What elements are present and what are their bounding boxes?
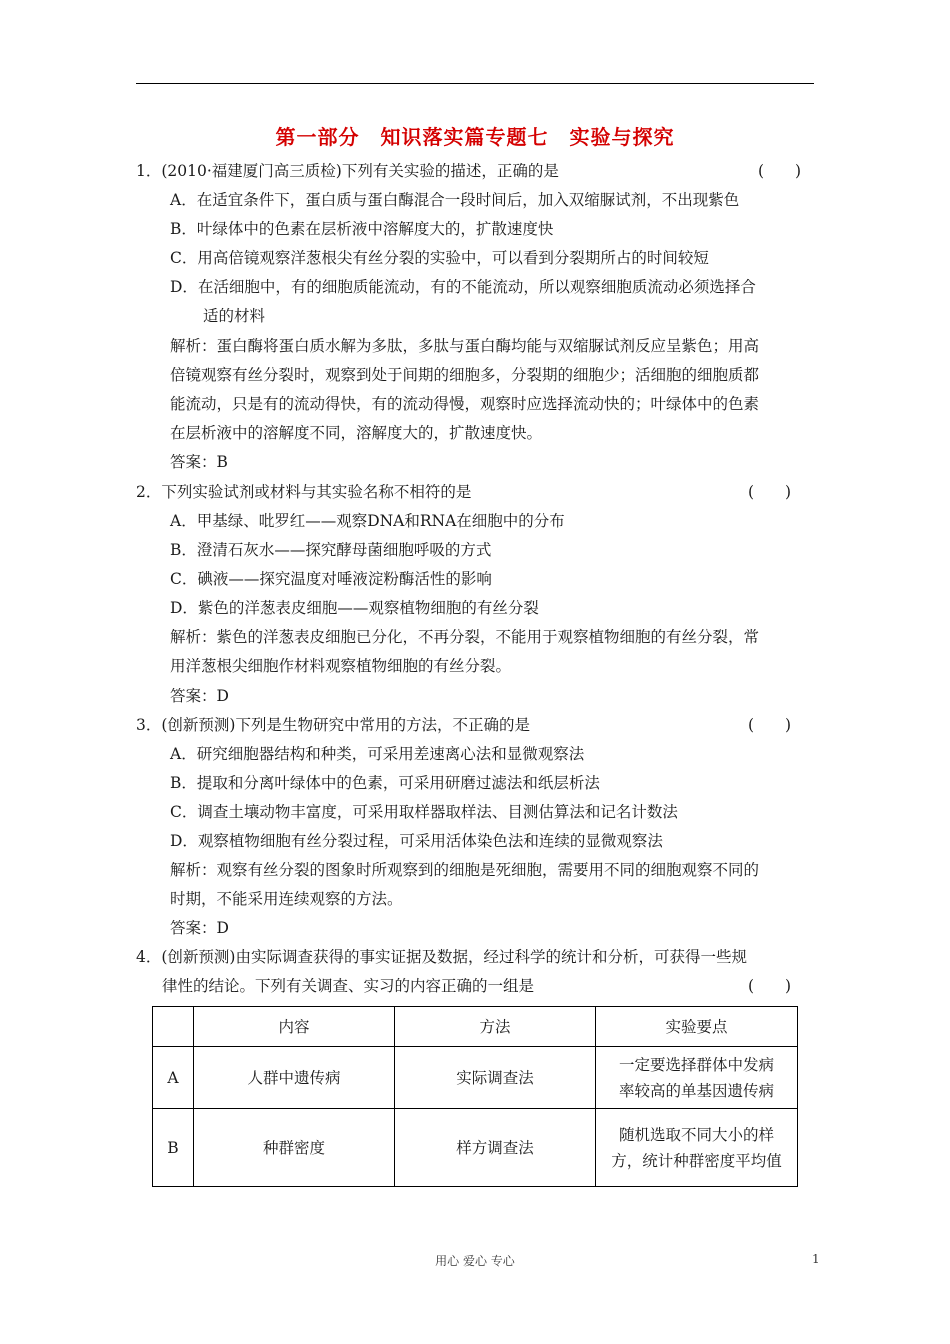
table-header-cell: 内容 xyxy=(194,1007,395,1047)
q2-option-d: D．紫色的洋葱表皮细胞——观察植物细胞的有丝分裂 xyxy=(170,599,539,617)
q1-analysis-line: 解析：蛋白酶将蛋白质水解为多肽，多肽与蛋白酶均能与双缩脲试剂反应呈紫色；用高 xyxy=(170,337,760,355)
row-point-line: 方，统计种群密度平均值 xyxy=(611,1151,782,1170)
question-4-stem: 4．(创新预测)由实际调查获得的事实证据及数据，经过科学的统计和分析，可获得一些规 xyxy=(136,948,747,966)
answer-bracket: ( ) xyxy=(748,977,792,995)
page-footer: 用心 爱心 专心 xyxy=(435,1254,515,1268)
table-header-cell xyxy=(153,1007,194,1047)
q3-option-c: C．调查土壤动物丰富度，可采用取样器取样法、目测估算法和记名计数法 xyxy=(170,803,678,821)
q3-analysis-line: 解析：观察有丝分裂的图象时所观察到的细胞是死细胞，需要用不同的细胞观察不同的 xyxy=(170,861,760,879)
q2-option-c: C．碘液——探究温度对唾液淀粉酶活性的影响 xyxy=(170,570,492,588)
q1-option-b: B．叶绿体中的色素在层析液中溶解度大的，扩散速度快 xyxy=(170,220,554,238)
q3-option-d: D．观察植物细胞有丝分裂过程，可采用活体染色法和连续的显微观察法 xyxy=(170,832,663,850)
q2-answer: 答案：D xyxy=(170,687,229,705)
q3-analysis-line: 时期，不能采用连续观察的方法。 xyxy=(170,890,403,908)
q1-answer: 答案：B xyxy=(170,453,228,471)
page-title: 第一部分 知识落实篇专题七 实验与探究 xyxy=(275,125,675,149)
row-content: 种群密度 xyxy=(194,1109,395,1187)
q2-analysis-line: 用洋葱根尖细胞作材料观察植物细胞的有丝分裂。 xyxy=(170,657,512,675)
row-point-line: 率较高的单基因遗传病 xyxy=(618,1081,774,1100)
question-4-stem-cont: 律性的结论。下列有关调查、实习的内容正确的一组是 xyxy=(162,977,535,995)
q1-option-c: C．用高倍镜观察洋葱根尖有丝分裂的实验中，可以看到分裂期所占的时间较短 xyxy=(170,249,709,267)
question-3-stem: 3．(创新预测)下列是生物研究中常用的方法，不正确的是 xyxy=(136,716,530,734)
answer-bracket: ( ) xyxy=(748,716,792,734)
q3-answer: 答案：D xyxy=(170,919,229,937)
row-label: B xyxy=(153,1109,194,1187)
table-header-cell: 方法 xyxy=(395,1007,596,1047)
answer-bracket: ( ) xyxy=(758,162,802,180)
row-point xyxy=(596,1047,798,1109)
row-point-line: 一定要选择群体中发病 xyxy=(618,1055,774,1074)
table-row xyxy=(153,1047,798,1109)
q1-analysis-line: 能流动，只是有的流动得快，有的流动得慢，观察时应选择流动快的；叶绿体中的色素 xyxy=(170,395,760,413)
question-1-stem: 1．(2010·福建厦门高三质检)下列有关实验的描述，正确的是 xyxy=(136,162,559,180)
row-label: A xyxy=(153,1047,194,1109)
q3-option-a: A．研究细胞器结构和种类，可采用差速离心法和显微观察法 xyxy=(170,745,585,763)
q2-analysis-line: 解析：紫色的洋葱表皮细胞已分化，不再分裂，不能用于观察植物细胞的有丝分裂，常 xyxy=(170,628,760,646)
q1-option-d: D．在活细胞中，有的细胞质能流动，有的不能流动，所以观察细胞质流动必须选择合 xyxy=(170,278,756,296)
page-number: 1 xyxy=(812,1252,820,1266)
q1-option-d-cont: 适的材料 xyxy=(203,307,266,325)
row-point-line: 随机选取不同大小的样 xyxy=(618,1125,774,1144)
q1-analysis-line: 倍镜观察有丝分裂时，观察到处于间期的细胞多，分裂期的细胞少；活细胞的细胞质都 xyxy=(170,366,760,384)
table-row xyxy=(153,1109,798,1187)
row-method: 样方调查法 xyxy=(395,1109,596,1187)
table-header-row xyxy=(153,1007,798,1047)
q1-option-a: A．在适宜条件下，蛋白质与蛋白酶混合一段时间后，加入双缩脲试剂，不出现紫色 xyxy=(170,191,740,209)
q2-option-b: B．澄清石灰水——探究酵母菌细胞呼吸的方式 xyxy=(170,541,492,559)
q3-option-b: B．提取和分离叶绿体中的色素，可采用研磨过滤法和纸层析法 xyxy=(170,774,600,792)
answer-bracket: ( ) xyxy=(748,483,792,501)
row-content: 人群中遗传病 xyxy=(194,1047,395,1109)
table-header-cell: 实验要点 xyxy=(596,1007,798,1047)
question-2-stem: 2．下列实验试剂或材料与其实验名称不相符的是 xyxy=(136,483,472,501)
header-rule xyxy=(136,83,814,84)
row-method: 实际调查法 xyxy=(395,1047,596,1109)
q1-analysis-line: 在层析液中的溶解度不同，溶解度大的，扩散速度快。 xyxy=(170,424,543,442)
row-point xyxy=(596,1109,798,1187)
q2-option-a: A．甲基绿、吡罗红——观察DNA和RNA在细胞中的分布 xyxy=(170,512,565,530)
survey-table xyxy=(152,1006,798,1187)
